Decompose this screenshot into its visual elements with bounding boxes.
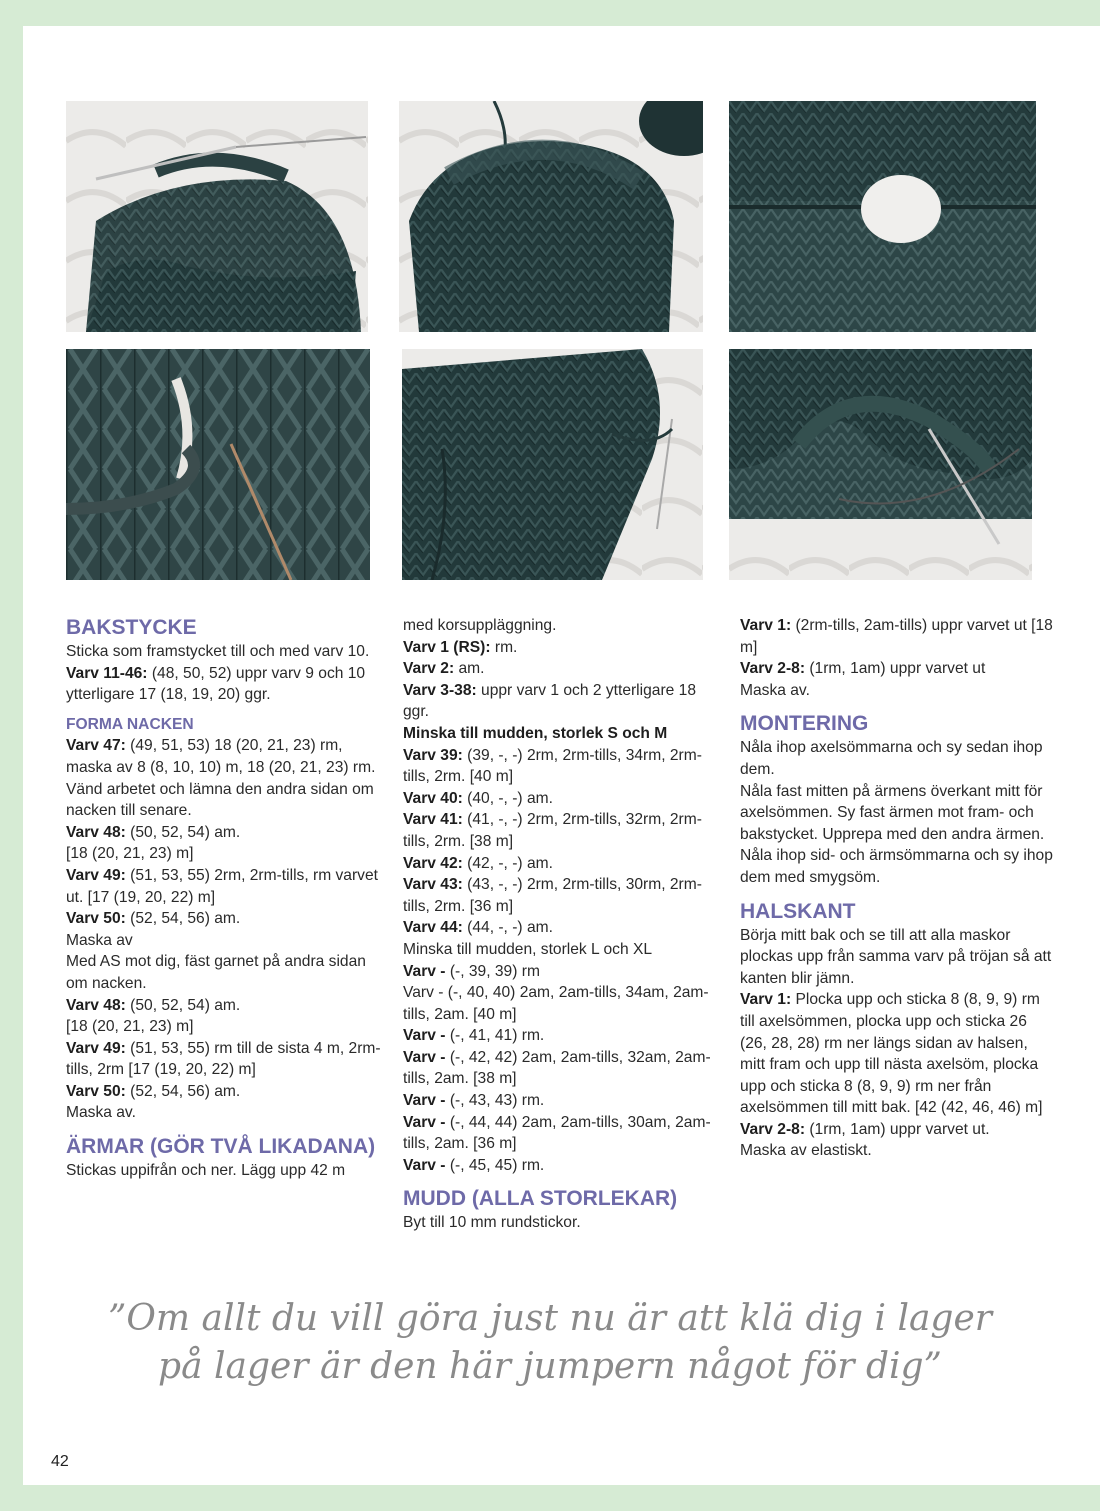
text: Varv - (-, 43, 43) rm. — [403, 1092, 545, 1110]
text: Varv 50: (52, 54, 56) am. — [66, 1082, 241, 1100]
text: Varv 1: (2rm-tills, 2am-tills) uppr varvet ut [18 m] — [740, 617, 1053, 656]
pull-quote-line-2: på lager är den här jumpern något för dig” — [158, 1346, 942, 1387]
photo-knitting-yoke-needles — [66, 101, 368, 332]
text: Varv 44: (44, -, -) am. — [403, 919, 553, 937]
text: Maska av — [66, 931, 133, 949]
text: Varv - (-, 45, 45) rm. — [403, 1156, 545, 1174]
photo-knitted-neck-ribbing — [399, 101, 703, 332]
text: Nåla ihop sid- och ärmsömmarna och sy ihop dem med smygsöm. — [740, 847, 1053, 886]
text: Varv - (-, 42, 42) 2am, 2am-tills, 32am, 2am-tills, 2am. [38 m] — [403, 1048, 711, 1088]
text: Maska av. — [66, 1104, 136, 1122]
text: Maska av. — [740, 681, 810, 699]
heading-montering: MONTERING — [740, 712, 869, 736]
pull-quote — [0, 1295, 1100, 1391]
text: [18 (20, 21, 23) m] — [66, 1018, 194, 1036]
text: Varv 48: (50, 52, 54) am. — [66, 823, 241, 841]
text: Varv 2-8: (1rm, 1am) uppr varvet ut. — [740, 1120, 990, 1138]
text: Nåla ihop axelsömmarna och sy sedan ihop dem. — [740, 739, 1043, 778]
text: med korsuppläggning. — [403, 617, 557, 634]
text: Varv 47: (49, 51, 53) 18 (20, 21, 23) rm, maska av 8 (8, 10, 10) m, 18 (20, 21, 23) rm. — [66, 737, 376, 776]
text: Varv 2: am. — [403, 660, 485, 678]
photo-sweater-neck-hole — [729, 101, 1036, 332]
column-2 — [403, 615, 721, 1234]
column-3 — [740, 615, 1056, 1162]
text: Varv 39: (39, -, -) 2rm, 2rm-tills, 34rm, 2rm-tills, 2rm. [40 m] — [403, 746, 702, 786]
text: Sticka som framstycket till och med varv 10. — [66, 643, 370, 660]
text: Varv 11-46: (48, 50, 52) uppr varv 9 och 10 ytterligare 17 (18, 19, 20) ggr. — [66, 664, 366, 704]
text: Vänd arbetet och lämna den andra sidan om nacken till senare. — [66, 780, 374, 820]
heading-halskant: HALSKANT — [740, 899, 856, 923]
heading-armar: ÄRMAR (GÖR TVÅ LIKADANA) — [66, 1135, 376, 1159]
photo-seaming-crochet-hook — [66, 349, 370, 580]
text: Varv 41: (41, -, -) 2rm, 2rm-tills, 32rm, 2rm-tills, 2rm. [38 m] — [403, 811, 702, 850]
text: [18 (20, 21, 23) m] — [66, 845, 194, 863]
text: Varv - (-, 41, 41) rm. — [403, 1027, 545, 1045]
text: Varv 3-38: uppr varv 1 och 2 ytterligare 18 ggr. — [403, 681, 696, 721]
text: Minska till mudden, storlek S och M — [403, 724, 668, 742]
text: Varv 49: (51, 53, 55) rm till de sista 4 m, 2rm-tills, 2rm [17 (19, 20, 22) m] — [66, 1039, 381, 1079]
text: Varv - (-, 40, 40) 2am, 2am-tills, 34am, 2am-tills, 2am. [40 m] — [403, 984, 709, 1023]
text: Med AS mot dig, fäst garnet på andra sidan om nacken. — [66, 953, 366, 992]
heading-bakstycke: BAKSTYCKE — [66, 616, 197, 639]
text: Varv 1 (RS): rm. — [403, 638, 518, 656]
pull-quote-line-1: ”Om allt du vill göra just nu är att klä dig i lager — [107, 1298, 992, 1339]
text: Varv - (-, 39, 39) rm — [403, 962, 540, 980]
page-number: 42 — [51, 1453, 69, 1470]
text: Nåla fast mitten på ärmens överkant mitt för axelsömmen. Sy fast ärmen mot fram- och bakstycket. Upprepa med den andra ärmen. — [740, 782, 1045, 843]
text: Börja mitt bak och se till att alla maskor plockas upp från samma varv på tröjan så att kanten blir jämn. — [740, 926, 1052, 987]
text: Varv 49: (51, 53, 55) 2rm, 2rm-tills, rm varvet ut. [17 (19, 20, 22) m] — [66, 866, 378, 906]
text: Varv 42: (42, -, -) am. — [403, 854, 553, 872]
photo-neckband-circular-needle — [729, 349, 1032, 580]
subheading-forma-nacken: FORMA NACKEN — [66, 715, 194, 733]
text: Maska av elastiskt. — [740, 1142, 872, 1160]
heading-mudd: MUDD (ALLA STORLEKAR) — [403, 1187, 678, 1211]
text: Stickas uppifrån och ner. Lägg upp 42 m — [66, 1162, 346, 1180]
text: Byt till 10 mm rundstickor. — [403, 1214, 581, 1232]
photo-sleeve-piece — [402, 349, 703, 580]
text: Varv - (-, 44, 44) 2am, 2am-tills, 30am, 2am-tills, 2am. [36 m] — [403, 1113, 711, 1153]
text: Varv 2-8: (1rm, 1am) uppr varvet ut — [740, 660, 986, 678]
text: Minska till mudden, storlek L och XL — [403, 940, 653, 958]
text: Varv 40: (40, -, -) am. — [403, 789, 553, 807]
text: Varv 1: Plocka upp och sticka 8 (8, 9, 9) rm till axelsömmen, plocka upp och sticka 26 (26, 28, 28) rm ner längs sidan av halsen, mitt fram och upp till nästa axelsöm, plocka upp och sticka 8 (8, 9, 9) rm ner från axelsömmen till mitt bak. [42 (42, 46, 46) m] — [740, 991, 1043, 1117]
text: Varv 50: (52, 54, 56) am. — [66, 910, 241, 928]
text: Varv 43: (43, -, -) 2rm, 2rm-tills, 30rm, 2rm-tills, 2rm. [36 m] — [403, 876, 702, 915]
text: Varv 48: (50, 52, 54) am. — [66, 996, 241, 1014]
column-1 — [66, 615, 386, 1182]
